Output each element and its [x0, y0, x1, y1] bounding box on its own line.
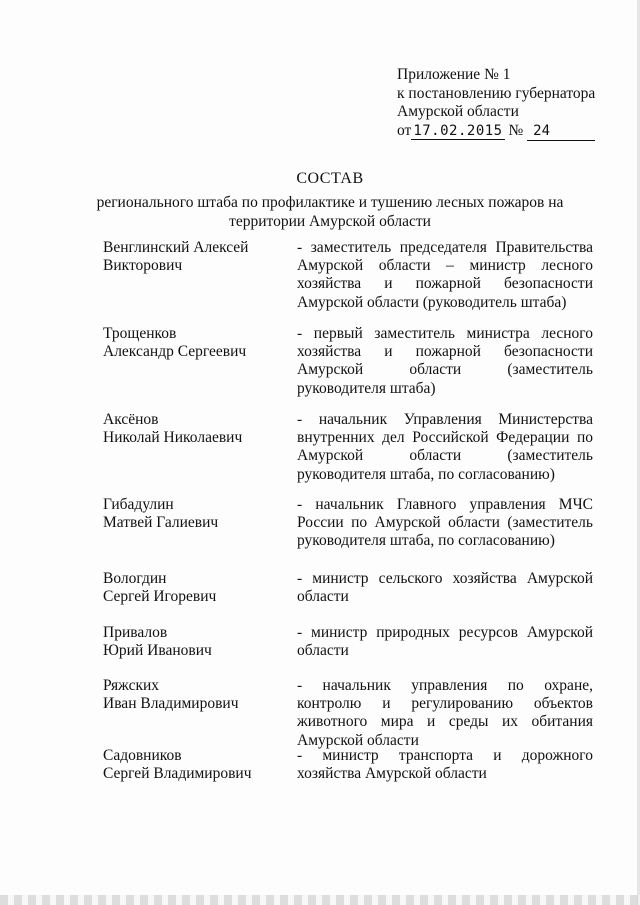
member-surname: Аксёнов — [103, 411, 159, 428]
member-role: - заместитель председателя Правительства Амурской области – министр лесного хозяйства и пожарной безопасности Амурской области (руководитель штаба) — [297, 239, 593, 311]
appendix-date-line — [397, 122, 595, 142]
appendix-header — [397, 66, 595, 141]
member-surname: Венглинский Алексей — [103, 239, 249, 256]
member-name — [103, 747, 283, 783]
appendix-number: Приложение № 1 — [397, 66, 511, 83]
member-surname: Вологдин — [103, 570, 167, 587]
member-name — [103, 677, 283, 713]
document-subtitle-line1: регионального штаба по профилактике и тушению лесных пожаров на — [96, 194, 564, 211]
member-name — [103, 239, 283, 275]
member-role: - начальник Управления Министерства внутренних дел Российской Федерации по Амурской области (заместитель руководителя штаба, по согласованию) — [297, 411, 593, 483]
member-role: - министр транспорта и дорожного хозяйства Амурской области — [297, 747, 593, 783]
member-role: - министр сельского хозяйства Амурской области — [297, 570, 593, 606]
number-value: 24 — [527, 122, 595, 142]
scan-bottom-edge — [0, 895, 640, 905]
document-subtitle-line2: территории Амурской области — [229, 213, 431, 230]
appendix-region: Амурской области — [397, 103, 519, 120]
member-given-name: Николай Николаевич — [103, 429, 243, 447]
member-given-name: Сергей Владимирович — [103, 765, 252, 783]
member-given-name: Александр Сергеевич — [103, 343, 247, 361]
member-name — [103, 570, 283, 606]
member-surname: Ряжских — [103, 677, 160, 694]
member-given-name: Иван Владимирович — [103, 695, 239, 713]
member-name — [103, 411, 283, 447]
number-prefix: № — [508, 121, 524, 139]
appendix-reference: к постановлению губернатора — [397, 84, 596, 102]
document-heading — [60, 169, 600, 231]
member-given-name: Викторович — [103, 257, 183, 275]
member-surname: Привалов — [103, 624, 168, 641]
member-given-name: Сергей Игоревич — [103, 588, 217, 606]
member-role: - министр природных ресурсов Амурской области — [297, 624, 593, 660]
member-name — [103, 496, 283, 532]
member-role: - начальник управления по охране, контролю и регулированию объектов животного мира и среды их обитания Амурской области — [297, 677, 593, 749]
member-surname: Трощенков — [103, 325, 177, 342]
date-prefix: от — [397, 121, 412, 139]
member-name — [103, 624, 283, 660]
member-name — [103, 325, 283, 361]
member-given-name: Юрий Иванович — [103, 642, 212, 660]
member-role: - начальник Главного управления МЧС России по Амурской области (заместитель руководителя штаба, по согласованию) — [297, 496, 593, 550]
member-surname: Гибадулин — [103, 496, 174, 513]
member-given-name: Матвей Галиевич — [103, 514, 219, 532]
document-title: СОСТАВ — [296, 170, 364, 187]
member-surname: Садовников — [103, 747, 182, 764]
date-value: 17.02.2015 — [413, 122, 503, 139]
member-role: - первый заместитель министра лесного хозяйства и пожарной безопасности Амурской области (заместитель руководителя штаба) — [297, 325, 593, 397]
